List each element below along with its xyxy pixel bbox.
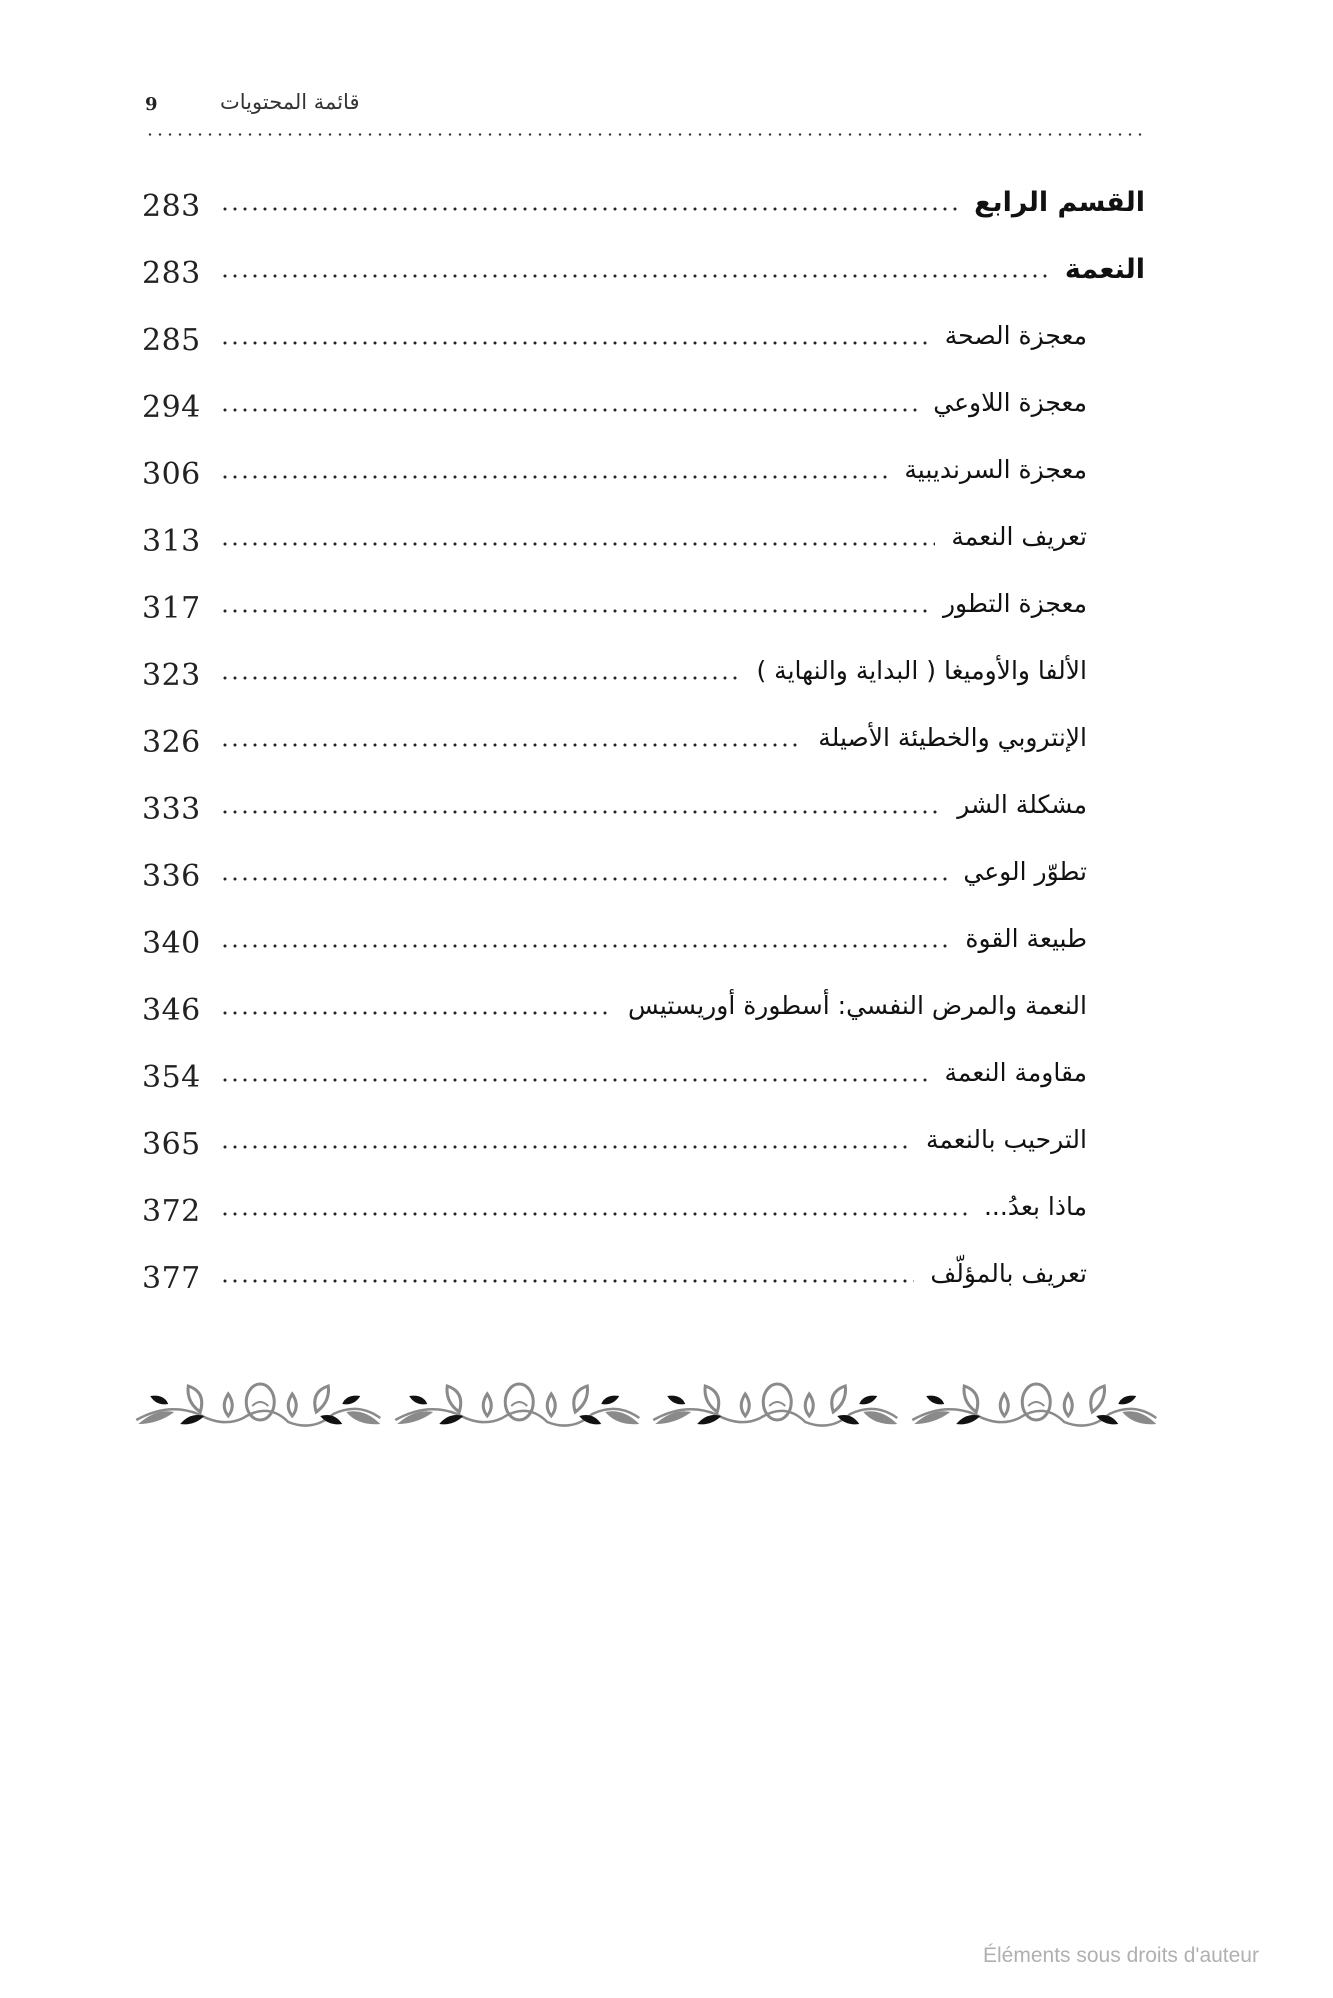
running-header [145, 90, 1145, 130]
toc-entry-title: ماذا بعدُ... [972, 1192, 1087, 1221]
toc-entry[interactable] [142, 1247, 1145, 1314]
toc-entry[interactable] [142, 1180, 1145, 1247]
toc-entry-title: مقاومة النعمة [933, 1058, 1088, 1087]
toc-page-number: 354 [142, 1060, 201, 1095]
toc-page-number: 294 [142, 390, 201, 425]
toc-entry[interactable] [142, 577, 1145, 644]
dot-leader [220, 408, 917, 412]
toc-page-number: 323 [142, 658, 201, 693]
toc-entry-title: القسم الرابع [962, 187, 1145, 218]
vine-leaf-divider-icon [128, 1372, 1162, 1432]
toc-page-number: 326 [142, 725, 201, 760]
toc-page-number: 306 [142, 457, 201, 492]
toc-entry[interactable] [142, 175, 1145, 242]
toc-entry-title: طبيعة القوة [953, 924, 1087, 953]
dot-leader [220, 743, 802, 747]
toc-entry-title: معجزة السرنديبية [892, 455, 1087, 484]
toc-page-number: 313 [142, 524, 201, 559]
toc-page-number: 283 [142, 256, 201, 291]
dot-leader [220, 274, 1049, 278]
toc-entry[interactable] [142, 242, 1145, 309]
toc-entry[interactable] [142, 845, 1145, 912]
toc-entry-title: تعريف بالمؤلّف [918, 1259, 1087, 1288]
toc-page-number: 283 [142, 189, 201, 224]
toc-entry[interactable] [142, 1046, 1145, 1113]
dot-leader [220, 1011, 612, 1015]
toc-page-number: 317 [142, 591, 201, 626]
dot-leader [220, 1078, 929, 1082]
toc-page-number: 285 [142, 323, 201, 358]
dot-leader [220, 877, 947, 881]
toc-entry-title: معجزة اللاوعي [921, 388, 1087, 417]
toc-entry[interactable] [142, 644, 1145, 711]
dot-leader [220, 810, 941, 814]
toc-entry[interactable] [142, 912, 1145, 979]
page-number: 9 [145, 94, 158, 115]
toc-entry-title: الترحيب بالنعمة [914, 1125, 1087, 1154]
vine-segment-icon [387, 1372, 646, 1432]
toc-entry-title: تعريف النعمة [939, 522, 1087, 551]
toc-page-number: 346 [142, 993, 201, 1028]
toc-entry[interactable] [142, 711, 1145, 778]
toc-page-number: 377 [142, 1261, 201, 1296]
table-of-contents [142, 175, 1145, 1314]
toc-entry[interactable] [142, 979, 1145, 1046]
toc-entry-title: مشكلة الشر [945, 790, 1087, 819]
vine-segment-icon [128, 1372, 387, 1432]
dot-leader [220, 1145, 910, 1149]
toc-entry[interactable] [142, 309, 1145, 376]
toc-entry[interactable] [142, 1113, 1145, 1180]
header-dotted-rule [145, 133, 1146, 136]
dot-leader [220, 1279, 914, 1283]
toc-entry[interactable] [142, 778, 1145, 845]
toc-entry[interactable] [142, 443, 1145, 510]
toc-entry[interactable] [142, 376, 1145, 443]
dot-leader [220, 207, 958, 211]
toc-entry[interactable] [142, 510, 1145, 577]
running-header-title: قائمة المحتويات [220, 90, 360, 114]
dot-leader [220, 1212, 968, 1216]
vine-segment-icon [645, 1372, 904, 1432]
vine-segment-icon [904, 1372, 1163, 1432]
copyright-notice: Éléments sous droits d'auteur [983, 1944, 1259, 1967]
toc-entry-title: تطوّر الوعي [951, 857, 1087, 886]
toc-entry-title: معجزة التطور [931, 589, 1087, 618]
toc-entry-title: النعمة والمرض النفسي: أسطورة أوريستيس [616, 991, 1087, 1020]
dot-leader [220, 341, 929, 345]
toc-page-number: 336 [142, 859, 201, 894]
toc-entry-title: النعمة [1053, 254, 1145, 285]
dot-leader [220, 944, 949, 948]
dot-leader [220, 475, 888, 479]
toc-page-number: 333 [142, 792, 201, 827]
dot-leader [220, 542, 935, 546]
toc-entry-title: معجزة الصحة [933, 321, 1087, 350]
dot-leader [220, 676, 740, 680]
toc-entry-title: الألفا والأوميغا ( البداية والنهاية ) [744, 656, 1087, 685]
toc-page-number: 340 [142, 926, 201, 961]
dot-leader [220, 609, 927, 613]
toc-entry-title: الإنتروبي والخطيئة الأصيلة [806, 723, 1087, 752]
toc-page-number: 365 [142, 1127, 201, 1162]
toc-page-number: 372 [142, 1194, 201, 1229]
